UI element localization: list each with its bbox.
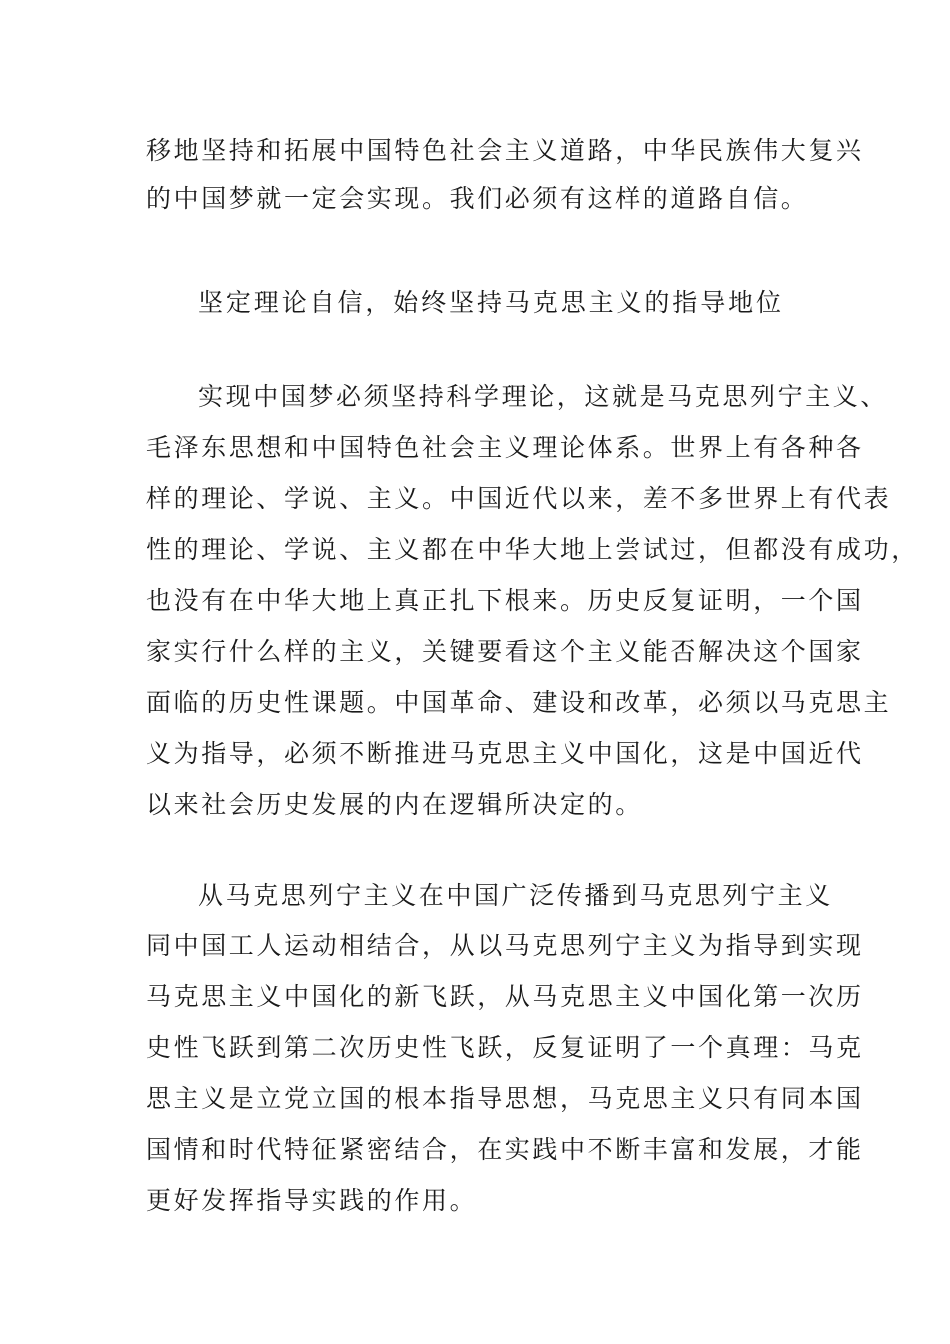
- paragraph-line: 国情和时代特征紧密结合，在实践中不断丰富和发展，才能: [146, 1135, 864, 1164]
- paragraph-line: 史性飞跃到第二次历史性飞跃，反复证明了一个真理：马克: [146, 1033, 864, 1062]
- section-heading: 坚定理论自信，始终坚持马克思主义的指导地位: [198, 288, 784, 317]
- paragraph-line: 义为指导，必须不断推进马克思主义中国化，这是中国近代: [146, 739, 864, 768]
- paragraph-line: 实现中国梦必须坚持科学理论，这就是马克思列宁主义、: [198, 382, 889, 411]
- paragraph-line: 毛泽东思想和中国特色社会主义理论体系。世界上有各种各: [146, 433, 864, 462]
- paragraph-line: 思主义是立党立国的根本指导思想，马克思主义只有同本国: [146, 1084, 864, 1113]
- paragraph-line: 样的理论、学说、主义。中国近代以来，差不多世界上有代表: [146, 484, 892, 513]
- paragraph-line: 移地坚持和拓展中国特色社会主义道路，中华民族伟大复兴: [146, 136, 864, 165]
- paragraph-line: 面临的历史性课题。中国革命、建设和改革，必须以马克思主: [146, 688, 892, 717]
- paragraph-line: 马克思主义中国化的新飞跃，从马克思主义中国化第一次历: [146, 982, 864, 1011]
- paragraph-line: 家实行什么样的主义，关键要看这个主义能否解决这个国家: [146, 637, 864, 666]
- paragraph-line: 性的理论、学说、主义都在中华大地上尝试过，但都没有成功，: [146, 535, 919, 564]
- paragraph-line: 更好发挥指导实践的作用。: [146, 1186, 478, 1215]
- paragraph-line: 以来社会历史发展的内在逻辑所决定的。: [146, 790, 643, 819]
- paragraph-line: 也没有在中华大地上真正扎下根来。历史反复证明，一个国: [146, 586, 864, 615]
- paragraph-line: 同中国工人运动相结合，从以马克思列宁主义为指导到实现: [146, 931, 864, 960]
- paragraph-line: 的中国梦就一定会实现。我们必须有这样的道路自信。: [146, 184, 809, 213]
- paragraph-line: 从马克思列宁主义在中国广泛传播到马克思列宁主义: [198, 881, 833, 910]
